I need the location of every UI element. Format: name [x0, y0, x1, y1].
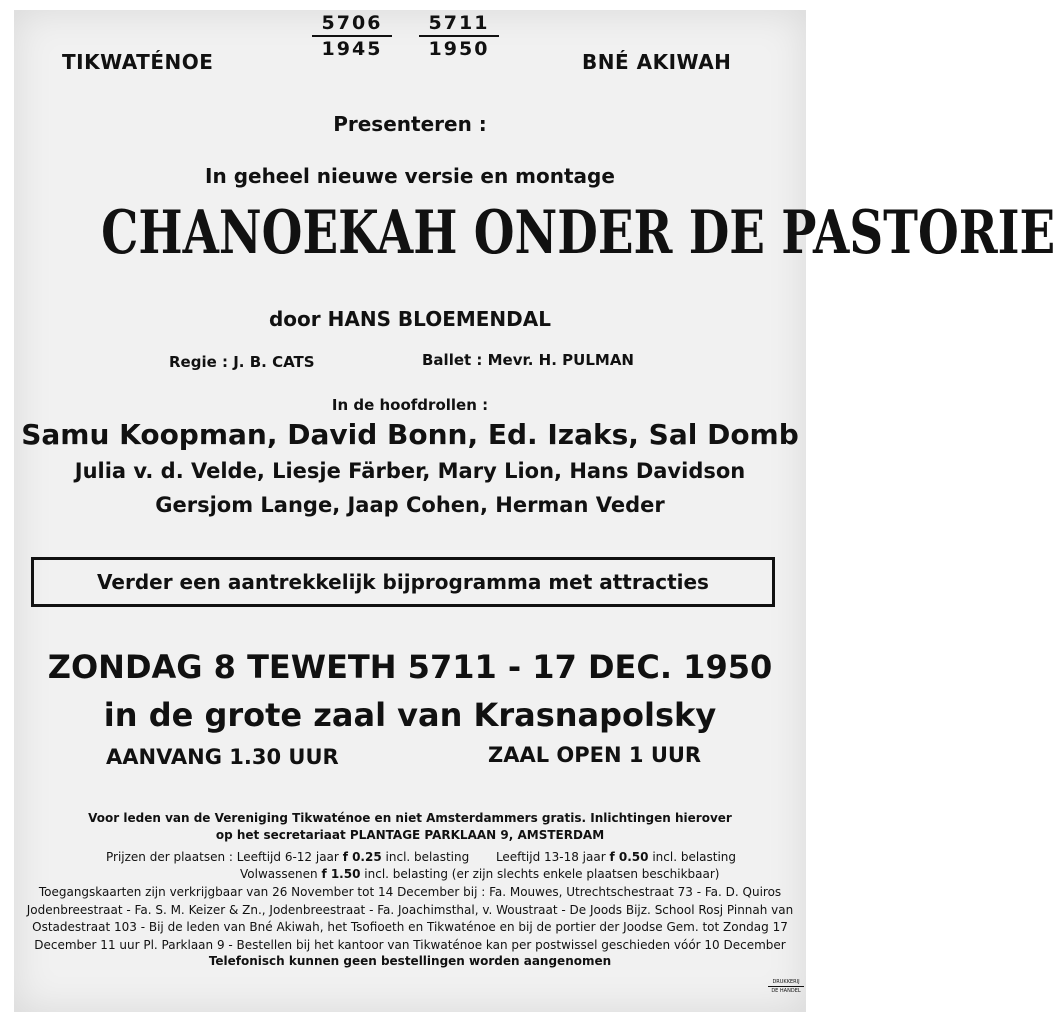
subtitle: In geheel nieuwe versie en montage [205, 164, 615, 188]
cast-line-3: Gersjom Lange, Jaap Cohen, Herman Veder [155, 493, 665, 517]
prices [106, 849, 736, 883]
gregorian-year-2: 1950 [428, 38, 490, 60]
price-kids-13-18: Leeftijd 13-18 jaar [495, 850, 606, 864]
side-program-box: Verder een aantrekkelijk bijprogramma met attracties [31, 557, 775, 607]
printer-line-2: DE HANDEL [771, 988, 801, 994]
prices-line-2 [106, 866, 736, 883]
author: door HANS BLOEMENDAL [268, 307, 551, 331]
membership-info-line-2: op het secretariaat PLANTAGE PARKLAAN 9, AMSTERDAM [215, 828, 605, 842]
printer-mark [768, 978, 804, 995]
director-credit: Regie : J. B. CATS [169, 353, 315, 371]
price-kids-6-12-amount: f 0.25 [342, 850, 382, 864]
play-title: CHANOEKAH ONDER DE PASTORIE [101, 198, 1055, 268]
prices-line-1 [106, 849, 736, 866]
price-kids-13-18-tax: incl. belasting [652, 850, 737, 864]
hebrew-year-1: 5706 [312, 12, 392, 37]
printer-line-1: DRUKKERIJ [768, 978, 804, 987]
doors-open-time: ZAAL OPEN 1 UUR [488, 743, 702, 767]
org-right: BNÉ AKIWAH [582, 50, 732, 74]
ticket-sales-info: Toegangskaarten zijn verkrijgbaar van 26 November tot 14 December bij : Fa. Mouwes, Utrechtschestraat 73 - Fa. D. Quiros Jodenbreestraat - Fa. S. M. Keizer & Zn., Jodenbreestraat - Fa. Joachimsthal, v. Woustraat - De Joods Bijz. School Rosj Pinnah van Ostadestraat 103 - Bij de leden van Bné Akiwah, het Tsofioeth en Tikwaténoe en bij de portier der Joodse Gem. tot Zondag 17 December 11 uur Pl. Parklaan 9 - Bestellen bij het kantoor van Tikwaténoe kan per postwissel geschieden vóór 10 December [26, 885, 794, 952]
membership-info-line-1: Voor leden van de Vereniging Tikwaténoe en niet Amsterdammers gratis. Inlichtingen hierover [88, 811, 732, 825]
presents-text: Presenteren : [333, 112, 487, 136]
event-date: ZONDAG 8 TEWETH 5711 - 17 DEC. 1950 [47, 648, 773, 686]
ballet-credit: Ballet : Mevr. H. PULMAN [422, 351, 634, 369]
gregorian-year-1: 1945 [321, 38, 383, 60]
cast-line-2: Julia v. d. Velde, Liesje Färber, Mary Lion, Hans Davidson [74, 459, 746, 483]
price-kids-13-18-amount: f 0.50 [609, 850, 649, 864]
price-kids-6-12: Leeftijd 6-12 jaar [236, 850, 339, 864]
start-time: AANVANG 1.30 UUR [106, 745, 339, 769]
price-adults-tax: incl. belasting (er zijn slechts enkele plaatsen beschikbaar) [364, 867, 720, 881]
membership-info [14, 810, 806, 844]
cast-heading: In de hoofdrollen : [331, 396, 489, 414]
cast-line-1: Samu Koopman, David Bonn, Ed. Izaks, Sal Domb [21, 418, 799, 451]
year-block-1945 [312, 12, 392, 61]
org-left: TIKWATÉNOE [62, 50, 214, 74]
price-adults: Volwassenen [240, 867, 318, 881]
price-kids-6-12-tax: incl. belasting [385, 850, 470, 864]
prices-label: Prijzen der plaatsen : [106, 850, 233, 864]
poster [14, 10, 1055, 1012]
hebrew-year-2: 5711 [419, 12, 499, 37]
year-block-1950 [419, 12, 499, 61]
price-adults-amount: f 1.50 [321, 867, 361, 881]
event-venue: in de grote zaal van Krasnapolsky [103, 696, 717, 734]
telephone-note: Telefonisch kunnen geen bestellingen worden aangenomen [208, 954, 612, 968]
